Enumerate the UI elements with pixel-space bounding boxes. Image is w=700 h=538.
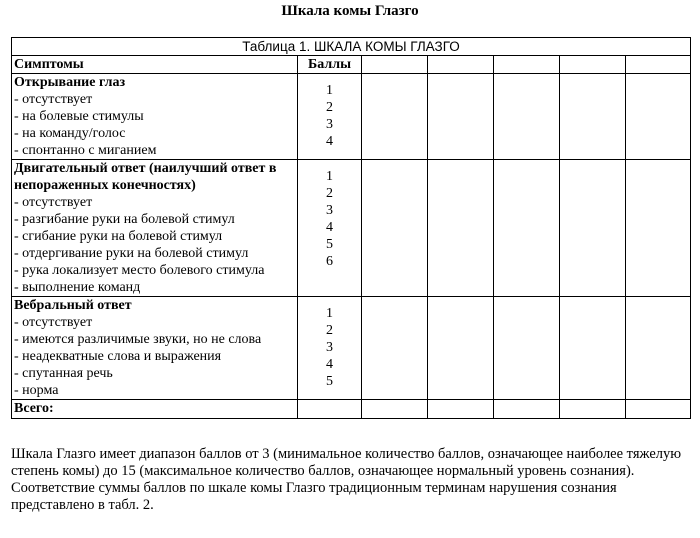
score-entry-cell[interactable]	[362, 160, 428, 297]
score-value: 5	[326, 237, 333, 252]
total-row	[12, 400, 691, 419]
score-value: 4	[326, 357, 333, 372]
section-title: Вебральный ответ	[14, 298, 132, 313]
score-entry-cell[interactable]	[362, 74, 428, 160]
total-entry-cell[interactable]	[626, 400, 691, 419]
score-value: 3	[326, 340, 333, 355]
score-value: 1	[326, 169, 333, 184]
symptom-item: - неадекватные слова и выражения	[14, 349, 222, 364]
score-value: 2	[326, 100, 333, 115]
header-row	[12, 56, 691, 74]
total-entry-cell[interactable]	[494, 400, 560, 419]
section-row	[12, 74, 691, 160]
section-row	[12, 160, 691, 297]
table-caption: Таблица 1. ШКАЛА КОМЫ ГЛАЗГО	[12, 38, 691, 56]
score-value: 3	[326, 117, 333, 132]
score-entry-cell[interactable]	[626, 160, 691, 297]
section-row	[12, 297, 691, 400]
section-symptoms-cell	[12, 160, 298, 297]
score-entry-cell[interactable]	[362, 297, 428, 400]
total-label: Всего:	[12, 400, 298, 419]
total-entry-cell[interactable]	[560, 400, 626, 419]
section-title: Открывание глаз	[14, 75, 126, 90]
footer-text	[11, 446, 691, 514]
score-entry-cell[interactable]	[626, 56, 691, 74]
score-entry-cell[interactable]	[428, 74, 494, 160]
document-title: Шкала комы Глазго	[281, 3, 419, 19]
scores-header: Баллы	[298, 56, 362, 74]
score-value: 6	[326, 254, 333, 269]
section-symptoms-cell	[12, 74, 298, 160]
section-scores-cell	[298, 160, 362, 297]
total-entry-cell[interactable]	[362, 400, 428, 419]
symptom-item: - отсутствует	[14, 195, 93, 210]
score-value: 2	[326, 186, 333, 201]
symptom-item: - имеются различимые звуки, но не слова	[14, 332, 262, 347]
score-entry-cell[interactable]	[560, 74, 626, 160]
score-entry-cell[interactable]	[494, 160, 560, 297]
section-title: Двигательный ответ (наилучший ответ в непораженных конечностях)	[14, 161, 277, 193]
score-value: 5	[326, 374, 333, 389]
symptom-item: - спутанная речь	[14, 366, 113, 381]
section-scores-cell	[298, 297, 362, 400]
symptom-item: - сгибание руки на болевой стимул	[14, 229, 223, 244]
score-entry-cell[interactable]	[626, 297, 691, 400]
symptom-item: - на команду/голос	[14, 126, 126, 141]
score-entry-cell[interactable]	[362, 56, 428, 74]
score-entry-cell[interactable]	[494, 74, 560, 160]
score-value: 1	[326, 83, 333, 98]
score-entry-cell[interactable]	[494, 297, 560, 400]
symptom-item: - рука локализует место болевого стимула	[14, 263, 265, 278]
score-value: 4	[326, 220, 333, 235]
footer-paragraph-range: Шкала Глазго имеет диапазон баллов от 3 (минимальное количество баллов, означающее наиболее тяжелую степень комы) до 15 (максимальное количество баллов, означающее нормальный уровень сознания).	[11, 446, 682, 479]
score-entry-cell[interactable]	[428, 160, 494, 297]
score-entry-cell[interactable]	[560, 160, 626, 297]
score-entry-cell[interactable]	[494, 56, 560, 74]
symptom-item: - выполнение команд	[14, 280, 141, 295]
symptom-item: - отсутствует	[14, 92, 93, 107]
symptom-item: - спонтанно с миганием	[14, 143, 157, 158]
glasgow-coma-table	[11, 37, 691, 419]
score-value: 1	[326, 306, 333, 321]
score-value: 3	[326, 203, 333, 218]
total-entry-cell[interactable]	[298, 400, 362, 419]
score-entry-cell[interactable]	[560, 56, 626, 74]
symptom-item: - отдергивание руки на болевой стимул	[14, 246, 249, 261]
score-entry-cell[interactable]	[626, 74, 691, 160]
symptom-item: - отсутствует	[14, 315, 93, 330]
score-value: 4	[326, 134, 333, 149]
score-entry-cell[interactable]	[428, 297, 494, 400]
section-symptoms-cell	[12, 297, 298, 400]
symptom-item: - разгибание руки на болевой стимул	[14, 212, 235, 227]
footer-paragraph-reference: Соответствие суммы баллов по шкале комы Глазго традиционным терминам нарушения сознания представлено в табл. 2.	[11, 480, 617, 513]
symptoms-header: Симптомы	[12, 56, 298, 74]
symptom-item: - на болевые стимулы	[14, 109, 144, 124]
score-entry-cell[interactable]	[560, 297, 626, 400]
score-entry-cell[interactable]	[428, 56, 494, 74]
section-scores-cell	[298, 74, 362, 160]
score-value: 2	[326, 323, 333, 338]
symptom-item: - норма	[14, 383, 59, 398]
total-entry-cell[interactable]	[428, 400, 494, 419]
